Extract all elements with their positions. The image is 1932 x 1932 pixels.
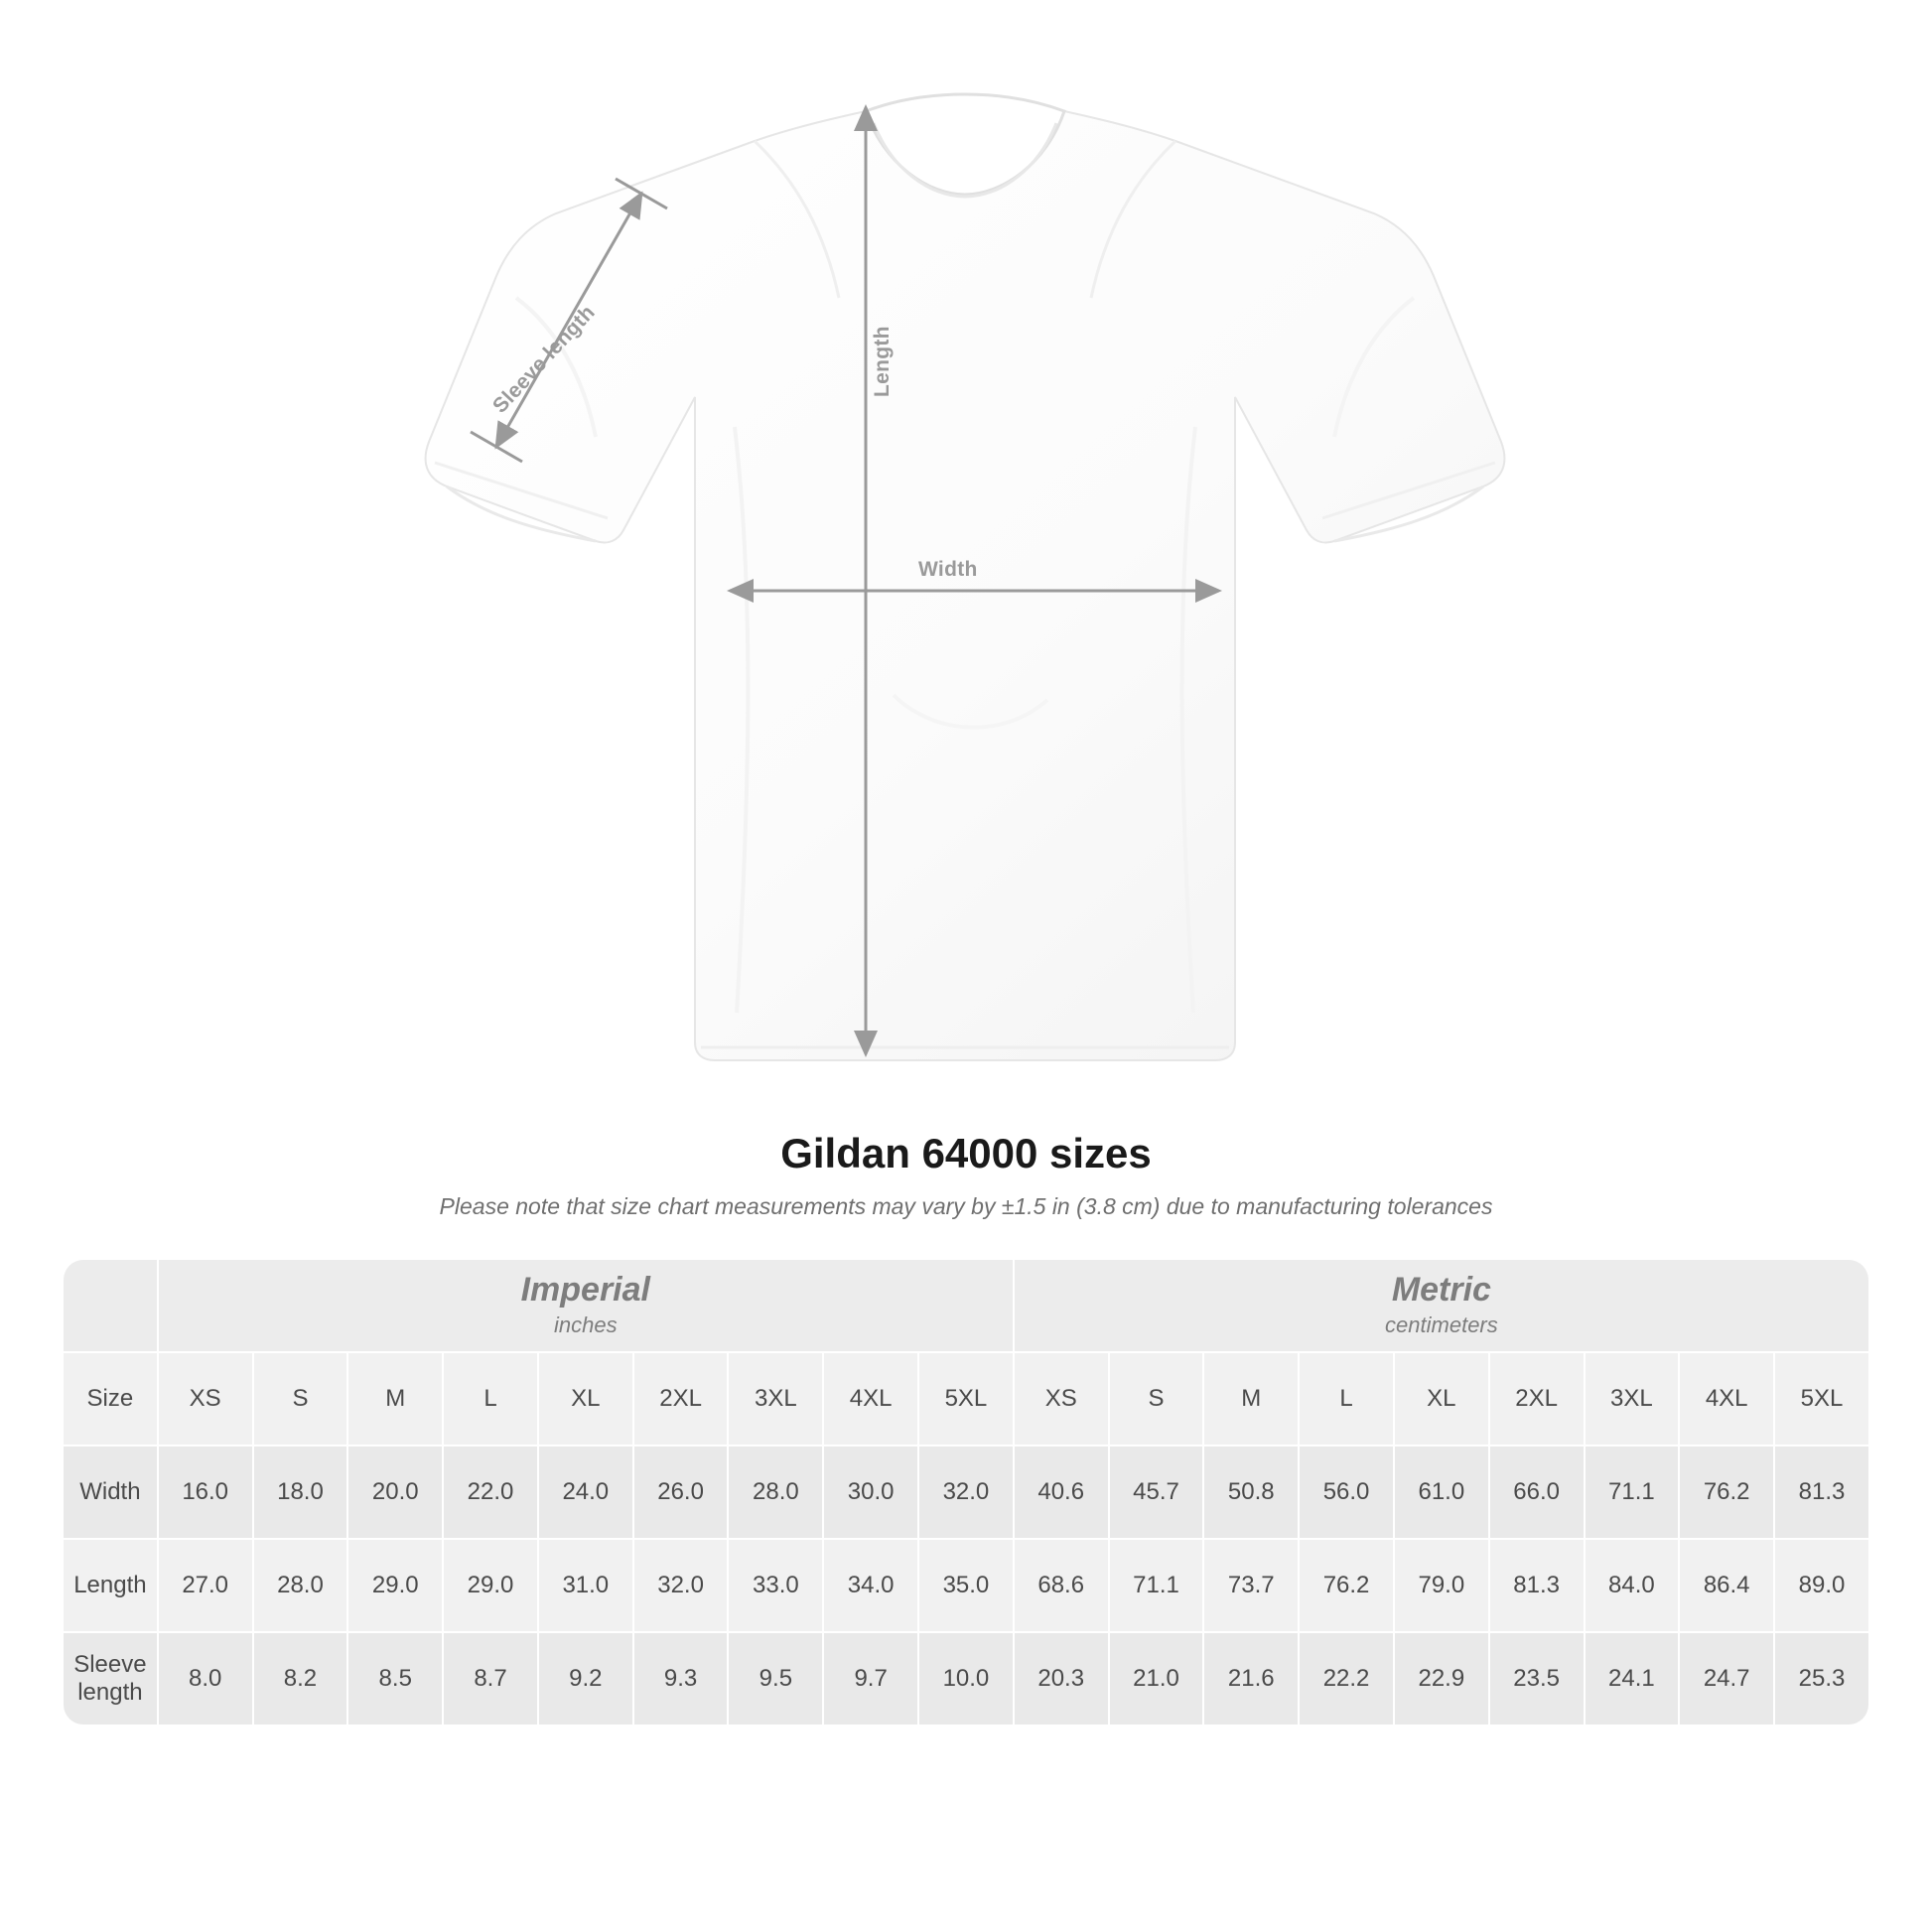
title-block — [0, 1130, 1932, 1220]
size-header-metric-xl: XL — [1395, 1353, 1488, 1445]
cell-imperial: 31.0 — [539, 1540, 632, 1631]
size-header-imperial-4xl: 4XL — [824, 1353, 917, 1445]
unit-header-row — [64, 1260, 1868, 1351]
cell-imperial: 8.2 — [254, 1633, 347, 1725]
cell-imperial: 8.0 — [159, 1633, 252, 1725]
tolerance-note: Please note that size chart measurements may vary by ±1.5 in (3.8 cm) due to manufacturing tolerances — [439, 1193, 1493, 1219]
size-header-imperial-m: M — [348, 1353, 442, 1445]
size-header-metric-5xl: 5XL — [1775, 1353, 1868, 1445]
cell-metric: 22.2 — [1300, 1633, 1393, 1725]
metric-unit-sub: centimeters — [1385, 1312, 1498, 1337]
cell-metric: 71.1 — [1586, 1447, 1679, 1538]
cell-metric: 71.1 — [1110, 1540, 1203, 1631]
cell-imperial: 30.0 — [824, 1447, 917, 1538]
cell-metric: 86.4 — [1680, 1540, 1773, 1631]
table-row — [64, 1447, 1868, 1538]
cell-metric: 76.2 — [1300, 1540, 1393, 1631]
cell-imperial: 16.0 — [159, 1447, 252, 1538]
metric-unit-header — [1015, 1260, 1868, 1351]
row-label-sleeve-length: Sleeve length — [64, 1633, 157, 1725]
cell-metric: 21.6 — [1204, 1633, 1298, 1725]
cell-metric: 21.0 — [1110, 1633, 1203, 1725]
cell-imperial: 24.0 — [539, 1447, 632, 1538]
imperial-unit-sub: inches — [554, 1312, 618, 1337]
imperial-unit-header — [159, 1260, 1013, 1351]
size-header-metric-s: S — [1110, 1353, 1203, 1445]
cell-metric: 81.3 — [1775, 1447, 1868, 1538]
cell-metric: 81.3 — [1490, 1540, 1584, 1631]
cell-imperial: 32.0 — [634, 1540, 728, 1631]
cell-imperial: 10.0 — [919, 1633, 1013, 1725]
row-label-length: Length — [64, 1540, 157, 1631]
cell-imperial: 8.7 — [444, 1633, 537, 1725]
cell-imperial: 26.0 — [634, 1447, 728, 1538]
sleeve-dimension-label: Sleeve length — [488, 301, 600, 418]
cell-metric: 20.3 — [1015, 1633, 1108, 1725]
cell-metric: 84.0 — [1586, 1540, 1679, 1631]
size-header-metric-xs: XS — [1015, 1353, 1108, 1445]
cell-imperial: 18.0 — [254, 1447, 347, 1538]
size-header-metric-l: L — [1300, 1353, 1393, 1445]
cell-imperial: 29.0 — [348, 1540, 442, 1631]
cell-metric: 79.0 — [1395, 1540, 1488, 1631]
size-header-metric-3xl: 3XL — [1586, 1353, 1679, 1445]
cell-imperial: 9.7 — [824, 1633, 917, 1725]
cell-metric: 73.7 — [1204, 1540, 1298, 1631]
size-header-imperial-5xl: 5XL — [919, 1353, 1013, 1445]
size-header-metric-4xl: 4XL — [1680, 1353, 1773, 1445]
page-title: Gildan 64000 sizes — [780, 1130, 1152, 1176]
imperial-unit-name: Imperial — [520, 1271, 650, 1310]
cell-imperial: 28.0 — [729, 1447, 822, 1538]
size-table — [62, 1258, 1870, 1726]
size-header-imperial-s: S — [254, 1353, 347, 1445]
cell-metric: 23.5 — [1490, 1633, 1584, 1725]
size-header-imperial-xs: XS — [159, 1353, 252, 1445]
table-row — [64, 1633, 1868, 1725]
row-label-width: Width — [64, 1447, 157, 1538]
cell-imperial: 22.0 — [444, 1447, 537, 1538]
cell-metric: 50.8 — [1204, 1447, 1298, 1538]
size-table-container — [62, 1258, 1870, 1726]
cell-metric: 66.0 — [1490, 1447, 1584, 1538]
size-header-metric-2xl: 2XL — [1490, 1353, 1584, 1445]
cell-metric: 56.0 — [1300, 1447, 1393, 1538]
cell-metric: 68.6 — [1015, 1540, 1108, 1631]
size-row-label: Size — [64, 1353, 157, 1445]
cell-metric: 45.7 — [1110, 1447, 1203, 1538]
size-header-imperial-l: L — [444, 1353, 537, 1445]
size-header-row — [64, 1353, 1868, 1445]
cell-metric: 89.0 — [1775, 1540, 1868, 1631]
cell-metric: 25.3 — [1775, 1633, 1868, 1725]
metric-unit-name: Metric — [1391, 1271, 1491, 1310]
cell-imperial: 33.0 — [729, 1540, 822, 1631]
cell-imperial: 29.0 — [444, 1540, 537, 1631]
cell-imperial: 27.0 — [159, 1540, 252, 1631]
cell-metric: 40.6 — [1015, 1447, 1108, 1538]
cell-imperial: 9.5 — [729, 1633, 822, 1725]
unit-corner-cell — [64, 1260, 157, 1351]
size-header-metric-m: M — [1204, 1353, 1298, 1445]
cell-imperial: 8.5 — [348, 1633, 442, 1725]
cell-metric: 76.2 — [1680, 1447, 1773, 1538]
length-dimension-label: Length — [871, 326, 894, 397]
cell-metric: 61.0 — [1395, 1447, 1488, 1538]
cell-imperial: 20.0 — [348, 1447, 442, 1538]
width-dimension-label: Width — [918, 558, 978, 581]
cell-imperial: 34.0 — [824, 1540, 917, 1631]
cell-metric: 24.7 — [1680, 1633, 1773, 1725]
cell-imperial: 35.0 — [919, 1540, 1013, 1631]
size-header-imperial-xl: XL — [539, 1353, 632, 1445]
cell-imperial: 32.0 — [919, 1447, 1013, 1538]
size-header-imperial-2xl: 2XL — [634, 1353, 728, 1445]
size-header-imperial-3xl: 3XL — [729, 1353, 822, 1445]
cell-imperial: 9.3 — [634, 1633, 728, 1725]
cell-metric: 22.9 — [1395, 1633, 1488, 1725]
table-row — [64, 1540, 1868, 1631]
cell-metric: 24.1 — [1586, 1633, 1679, 1725]
cell-imperial: 28.0 — [254, 1540, 347, 1631]
cell-imperial: 9.2 — [539, 1633, 632, 1725]
